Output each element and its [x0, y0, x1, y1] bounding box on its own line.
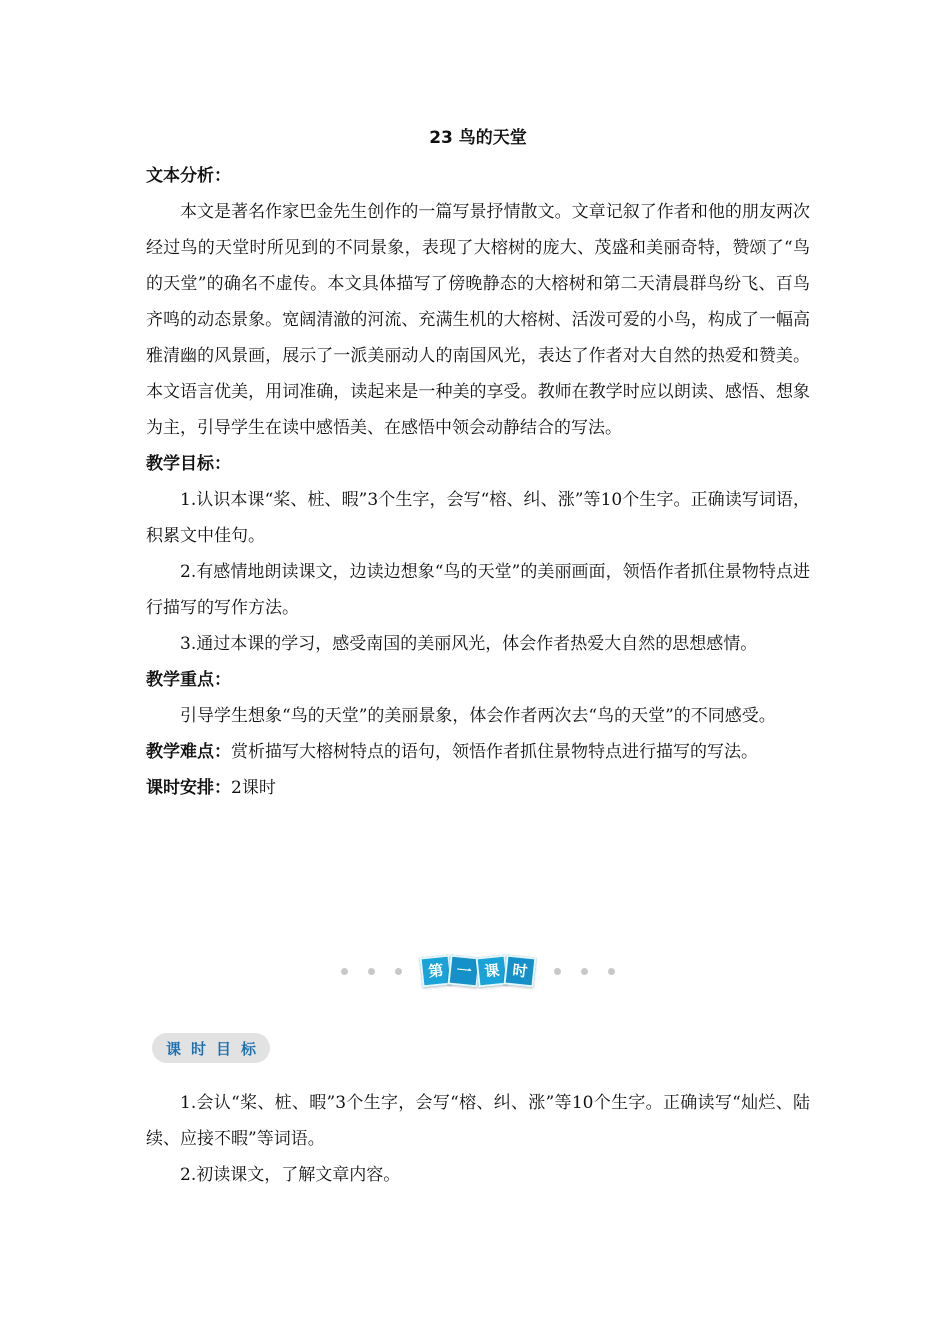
- banner-char: 课: [476, 955, 509, 988]
- goal-item-3: 3.通过本课的学习，感受南国的美丽风光，体会作者热爱大自然的思想感情。: [180, 634, 758, 654]
- banner-char: 一: [448, 955, 481, 988]
- dot-icon: [341, 968, 348, 975]
- section-label-char: 课: [166, 1039, 182, 1058]
- difficulty-paragraph: [146, 734, 810, 770]
- banner-char: 第: [420, 955, 453, 988]
- dot-icon: [368, 968, 375, 975]
- section-label-char: 标: [241, 1039, 257, 1058]
- dot-icon: [395, 968, 402, 975]
- banner-char: 时: [504, 955, 537, 988]
- analysis-heading: 文本分析：: [146, 166, 231, 186]
- lesson-goals: [146, 1085, 810, 1193]
- schedule-paragraph: [146, 770, 810, 806]
- difficulty-heading: 教学难点：: [146, 742, 231, 762]
- key-points-heading: 教学重点：: [146, 670, 231, 690]
- section-label-char: 目: [216, 1039, 232, 1058]
- page-title: 23 鸟的天堂: [429, 128, 527, 148]
- section-label-char: 时: [191, 1039, 207, 1058]
- lesson-banner: [146, 953, 810, 989]
- dot-icon: [608, 968, 615, 975]
- dot-icon: [581, 968, 588, 975]
- goal-item-1: 1.认识本课“桨、桩、暇”3个生字，会写“榕、纠、涨”等10个生字。正确读写词语，积累文中佳句。: [146, 490, 810, 546]
- lesson-goal-item-1: 1.会认“桨、桩、暇”3个生字，会写“榕、纠、涨”等10个生字。正确读写“灿烂、陆续、应接不暇”等词语。: [146, 1093, 810, 1149]
- goals-heading: 教学目标：: [146, 454, 231, 474]
- goal-item-2: 2.有感情地朗读课文，边读边想象“鸟的天堂”的美丽画面，领悟作者抓住景物特点进行描写的写作方法。: [146, 562, 810, 618]
- key-points-text: 引导学生想象“鸟的天堂”的美丽景象，体会作者两次去“鸟的天堂”的不同感受。: [180, 706, 776, 726]
- lesson-banner-label: [422, 956, 534, 986]
- dot-icon: [554, 968, 561, 975]
- section-label-lesson-goals: [152, 1033, 270, 1063]
- document-page: [146, 118, 810, 1185]
- schedule-text: 2课时: [231, 778, 276, 798]
- lesson-goal-item-2: 2.初读课文，了解文章内容。: [180, 1165, 401, 1185]
- analysis-text: 本文是著名作家巴金先生创作的一篇写景抒情散文。文章记叙了作者和他的朋友两次经过鸟的天堂时所见到的不同景象，表现了大榕树的庞大、茂盛和美丽奇特，赞颂了“鸟的天堂”的确名不虚传。本文具体描写了傍晚静态的大榕树和第二天清晨群鸟纷飞、百鸟齐鸣的动态景象。宽阔清澈的河流、充满生机的大榕树、活泼可爱的小鸟，构成了一幅高雅清幽的风景画，展示了一派美丽动人的南国风光，表达了作者对大自然的热爱和赞美。本文语言优美，用词准确，读起来是一种美的享受。教师在教学时应以朗读、感悟、想象为主，引导学生在读中感悟美、在感悟中领会动静结合的写法。: [146, 202, 810, 438]
- difficulty-text: 赏析描写大榕树特点的语句，领悟作者抓住景物特点进行描写的写法。: [231, 742, 758, 762]
- schedule-heading: 课时安排：: [146, 778, 231, 798]
